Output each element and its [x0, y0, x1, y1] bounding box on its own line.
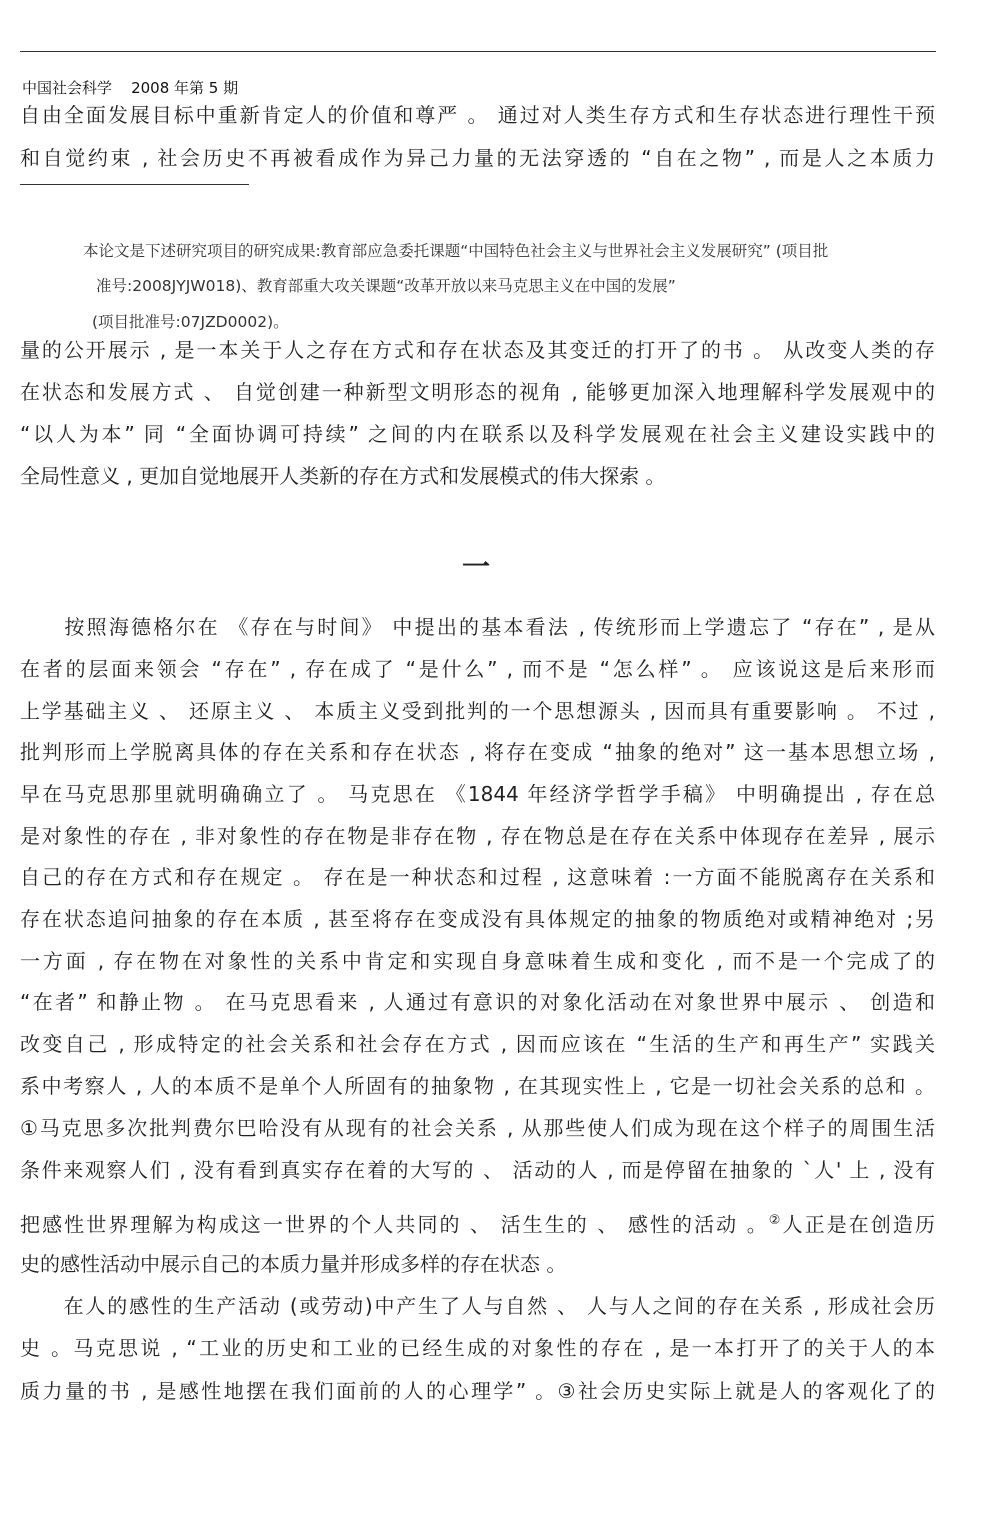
text-line: 自己的存在方式和存在规定 。 存在是一种状态和过程 , 这意味着 :一方面不能脱离存在关系和: [20, 865, 935, 889]
text-line: [20, 1207, 935, 1239]
text-line: 史 。马克思说 , “工业的历史和工业的已经生成的对象性的存在 , 是一本打开了的关于人的本: [20, 1336, 935, 1360]
text-line: “以人为本” 同 “全面协调可持续” 之间的内在联系以及科学发展观在社会主义建设实践中的: [20, 422, 935, 446]
text-line: 自由全面发展目标中重新肯定人的价值和尊严 。 通过对人类生存方式和生存状态进行理性干预: [20, 103, 935, 127]
text-line: 在者的层面来领会 “存在” , 存在成了 “是什么” , 而不是 “怎么样” 。 应该说这是后来形而: [20, 657, 935, 681]
text-line: 存在状态追问抽象的存在本质 , 甚至将存在变成没有具体规定的抽象的物质绝对或精神绝对 ;另: [20, 907, 935, 931]
text-line: 量的公开展示 , 是一本关于人之存在方式和存在状态及其变迁的打开了的书 。 从改变人类的存: [20, 338, 935, 362]
section-number: 一: [462, 550, 491, 583]
text-segment: 把感性世界理解为构成这一世界的个人共同的 、 活生生的 、 感性的活动 。: [20, 1212, 769, 1237]
header-rule: [20, 51, 936, 52]
issue-label: 2008 年第 5 期: [131, 79, 239, 97]
text-line: 按照海德格尔在 《存在与时间》 中提出的基本看法 , 传统形而上学遗忘了 “存在” , 是从: [20, 615, 935, 639]
text-line: 改变自己 , 形成特定的社会关系和社会存在方式 , 因而应该在 “生活的生产和再生产” 实践关: [20, 1032, 935, 1056]
footnote-line: 准号:2008JYJW018)、教育部重大攻关课题“改革开放以来马克思主义在中国的发展”: [96, 277, 676, 295]
journal-name: 中国社会科学: [22, 79, 113, 97]
text-line: 批判形而上学脱离具体的存在关系和存在状态 , 将存在变成 “抽象的绝对” 这一基本思想立场 ,: [20, 740, 935, 764]
text-segment: 人正是在创造历: [782, 1212, 936, 1237]
footnote-line: 本论文是下述研究项目的研究成果:教育部应急委托课题“中国特色社会主义与世界社会主义发展研究” (项目批: [83, 242, 829, 260]
text-line: 在状态和发展方式 、 自觉创建一种新型文明形态的视角 , 能够更加深入地理解科学发展观中的: [20, 380, 935, 404]
text-line: 早在马克思那里就明确确立了 。 马克思在 《1844 年经济学哲学手稿》 中明确提出 , 存在总: [20, 782, 935, 806]
text-line: “在者” 和静止物 。 在马克思看来 , 人通过有意识的对象化活动在对象世界中展示 、 创造和: [20, 990, 935, 1014]
footnote-rule: [20, 184, 249, 185]
running-header: [22, 77, 238, 98]
text-line: 史的感性活动中展示自己的本质力量并形成多样的存在状态 。: [20, 1252, 567, 1276]
text-line: ①马克思多次批判费尔巴哈没有从现有的社会关系 , 从那些使人们成为现在这个样子的周围生活: [20, 1116, 935, 1140]
text-line: 条件来观察人们 , 没有看到真实存在着的大写的 、 活动的人 , 而是停留在抽象的 `人' 上 , 没有: [20, 1158, 935, 1182]
text-line: 在人的感性的生产活动 (或劳动)中产生了人与自然 、 人与人之间的存在关系 , 形成社会历: [20, 1294, 935, 1318]
text-line: 全局性意义 , 更加自觉地展开人类新的存在方式和发展模式的伟大探索 。: [20, 464, 666, 488]
text-line: 上学基础主义 、 还原主义 、 本质主义受到批判的一个思想源头 , 因而具有重要影响 。 不过 ,: [20, 699, 935, 723]
text-line: 质力量的书 , 是感性地摆在我们面前的人的心理学” 。③社会历史实际上就是人的客观化了的: [20, 1379, 935, 1403]
text-line: 和自觉约束 , 社会历史不再被看成作为异己力量的无法穿透的 “自在之物” , 而是人之本质力: [20, 146, 935, 170]
text-line: 系中考察人 , 人的本质不是单个人所固有的抽象物 , 在其现实性上 , 它是一切社会关系的总和 。: [20, 1074, 935, 1098]
text-line: 一方面 , 存在物在对象性的关系中肯定和实现自身意味着生成和变化 , 而不是一个完成了的: [20, 949, 935, 973]
text-line: 是对象性的存在 , 非对象性的存在物是非存在物 , 存在物总是在存在关系中体现存在差异 , 展示: [20, 824, 935, 848]
footnote-line: (项目批准号:07JZD0002)。: [92, 313, 289, 331]
footnote-ref[interactable]: ②: [768, 1213, 783, 1228]
